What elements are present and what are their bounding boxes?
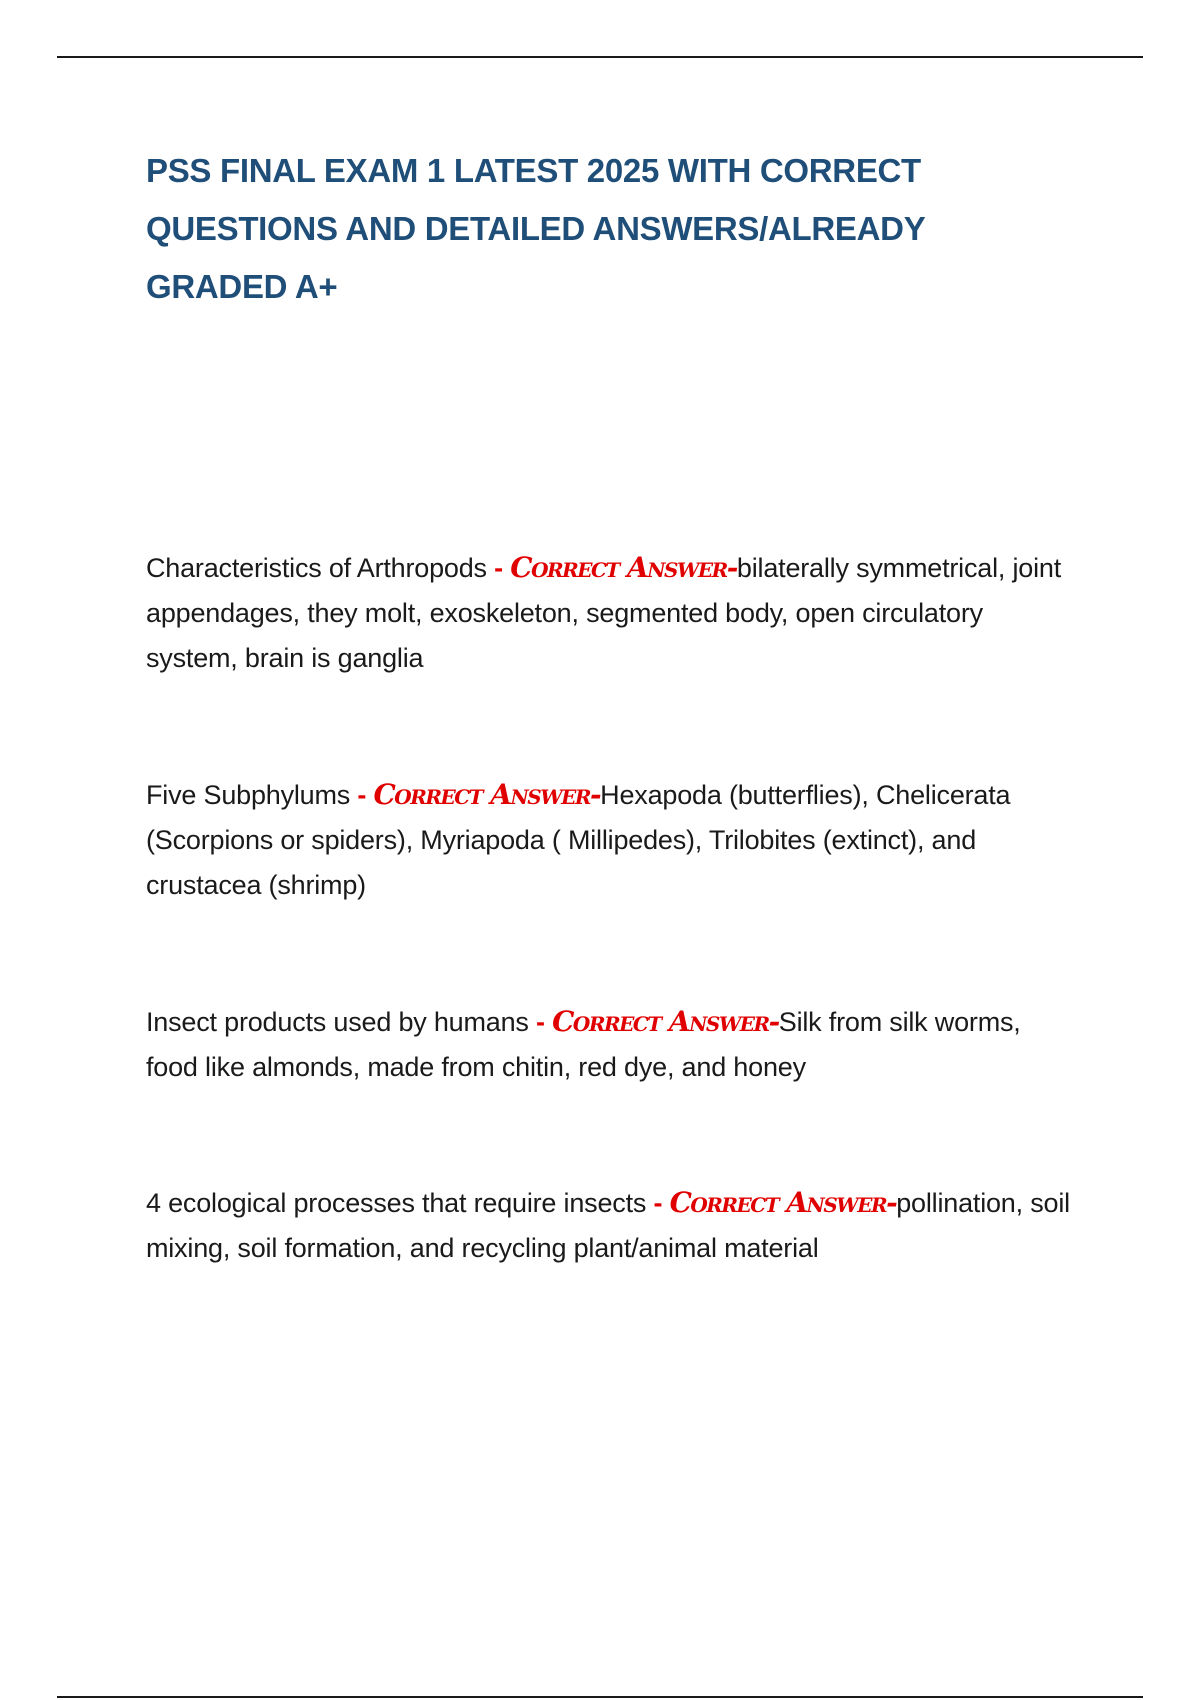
question-text: Five Subphylums — [146, 780, 351, 810]
qa-item — [146, 1180, 1076, 1271]
question-text: Insect products used by humans — [146, 1007, 529, 1037]
answer-text: bilaterally symmetrical, joint appendages, they molt, exoskeleton, segmented body, open circulatory system, brain is ganglia — [146, 553, 1062, 673]
answer-separator: - — [536, 1007, 545, 1037]
correct-answer-marker: Correct Answer- — [669, 1186, 897, 1219]
correct-answer-marker: Correct Answer- — [552, 1005, 779, 1038]
document-title: PSS FINAL EXAM 1 LATEST 2025 WITH CORRECT QUESTIONS AND DETAILED ANSWERS/ALREADY GRADED A+ — [146, 152, 925, 305]
answer-text: Silk from silk worms, food like almonds, made from chitin, red dye, and honey — [146, 1007, 1021, 1082]
qa-item — [146, 999, 1076, 1090]
qa-item — [146, 545, 1076, 681]
answer-separator: - — [653, 1188, 663, 1218]
question-text: 4 ecological processes that require insects — [146, 1188, 647, 1218]
answer-text: Hexapoda (butterflies), Chelicerata (Scorpions or spiders), Myriapoda ( Millipedes), Trilobites (extinct), and crustacea (shrimp) — [146, 780, 1011, 900]
answer-separator: - — [494, 553, 503, 583]
answer-separator: - — [357, 780, 367, 810]
question-text: Characteristics of Arthropods — [146, 553, 487, 583]
bottom-divider — [57, 1696, 1143, 1698]
top-divider — [57, 56, 1143, 58]
correct-answer-marker: Correct Answer- — [373, 778, 601, 811]
qa-item — [146, 772, 1076, 908]
correct-answer-marker: Correct Answer- — [510, 551, 737, 584]
answer-text: pollination, soil mixing, soil formation, and recycling plant/animal material — [146, 1188, 1070, 1263]
